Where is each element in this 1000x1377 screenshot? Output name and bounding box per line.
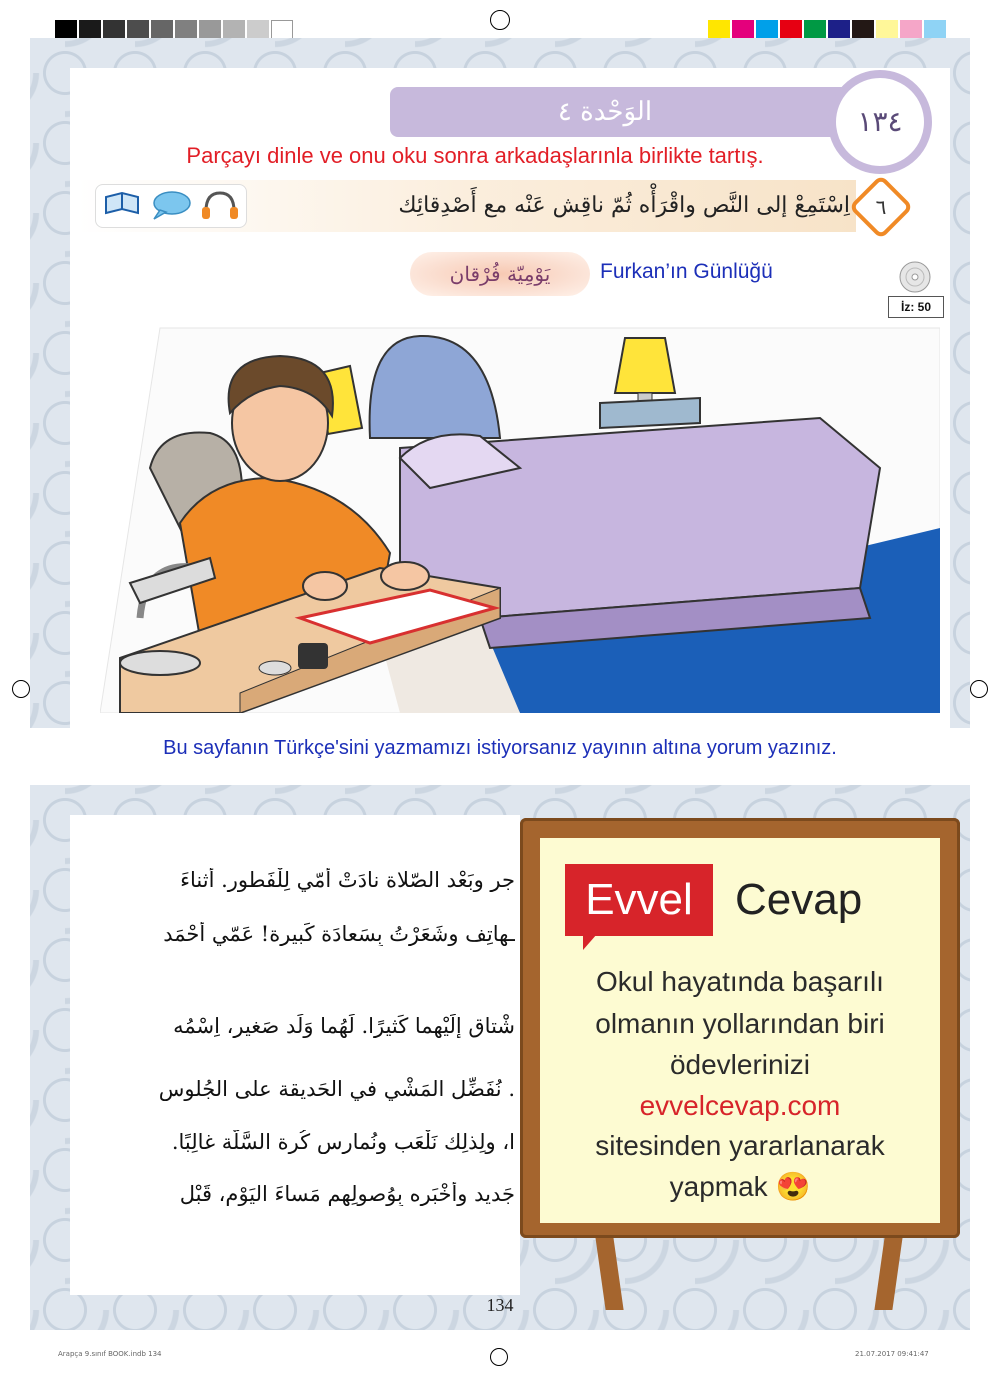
arabic-text-line: جَديد وأَخْبَره بِوُصولِهم مَساءَ اليَوْم، قَبْل	[179, 1182, 515, 1206]
headphones-icon	[202, 193, 238, 219]
arabic-text-line: جر وبَعْد الصّلاة نادَتْ أمّي لِلْفَطور. أثناءَ	[180, 868, 515, 892]
cd-icon	[898, 260, 932, 294]
activity-icons-svg	[96, 185, 246, 227]
registration-mark-right	[970, 680, 988, 698]
instruction-arabic: اِسْتَمِعْ إلى النَّص واقْرَأْه ثُمّ ناقِش عَنْه مع أَصْدِقائِك	[398, 193, 850, 218]
comment-notice: Bu sayfanın Türkçe'sini yazmamızı istiyorsanız yayının altına yorum yazınız.	[163, 737, 837, 759]
instruction-turkish: Parçayı dinle ve onu oku sonra arkadaşlarınla birlikte tartış.	[186, 143, 764, 168]
speech-bubble-icon	[154, 192, 190, 219]
ad-line-text: yapmak	[669, 1171, 768, 1202]
registration-mark-left	[12, 680, 30, 698]
ad-line: ödevlerinizi	[669, 1049, 811, 1080]
unit-title: الوَحْدة ٤	[557, 97, 653, 127]
track-label: İz: 50	[888, 296, 944, 318]
logo-cevap: Cevap	[735, 875, 863, 924]
diary-title-arabic: يَوْمِيّة فُرْقان	[449, 262, 551, 286]
ad-line: sitesinden yararlanarak	[595, 1130, 885, 1161]
ad-line: Okul hayatında başarılı	[596, 966, 884, 997]
logo-speech-tail	[583, 934, 597, 950]
footer-file-name: Arapça 9.sınıf BOOK.indb 134	[58, 1350, 162, 1358]
exercise-number: ٦	[875, 195, 887, 219]
heart-eyes-emoji-icon: 😍	[775, 1171, 811, 1202]
ad-line: olmanın yollarından biri	[595, 1008, 885, 1039]
diary-title-turkish: Furkan’ın Günlüğü	[600, 260, 773, 283]
color-bar-right	[708, 10, 948, 32]
color-bar-left	[55, 10, 295, 32]
arabic-text-line: شْتاق إلَيْهِما كَثيرًا. لَهُما وَلَد صَغير، اِسْمُه	[173, 1014, 515, 1038]
page-number: 134	[486, 1295, 514, 1315]
activity-icons	[95, 184, 247, 228]
arabic-text-line: ـهاتِف وشَعَرْتُ بِسَعادَة كَبيرة! عَمّي أَحْمَد	[163, 922, 515, 946]
page-number-circle: ١٣٤	[828, 70, 932, 174]
open-book-icon	[106, 193, 138, 213]
arabic-text-line: . نُفَضِّل المَشْي في الحَديقة على الجُلوس	[158, 1077, 515, 1101]
ad-line-last	[540, 1170, 940, 1203]
ad-website-link[interactable]: evvelcevap.com	[639, 1090, 841, 1121]
footer-timestamp: 21.07.2017 09:41:47	[855, 1350, 929, 1358]
registration-mark-top	[490, 10, 510, 30]
registration-mark-bottom	[490, 1348, 508, 1366]
boy-writing-diary-illustration	[100, 318, 940, 713]
arabic-text-line: ا، ولِذلِك نَلْعَب ونُمارِس كُرة السَّلّة غالِبًا.	[171, 1130, 515, 1154]
logo-evvel: Evvel	[585, 875, 693, 924]
